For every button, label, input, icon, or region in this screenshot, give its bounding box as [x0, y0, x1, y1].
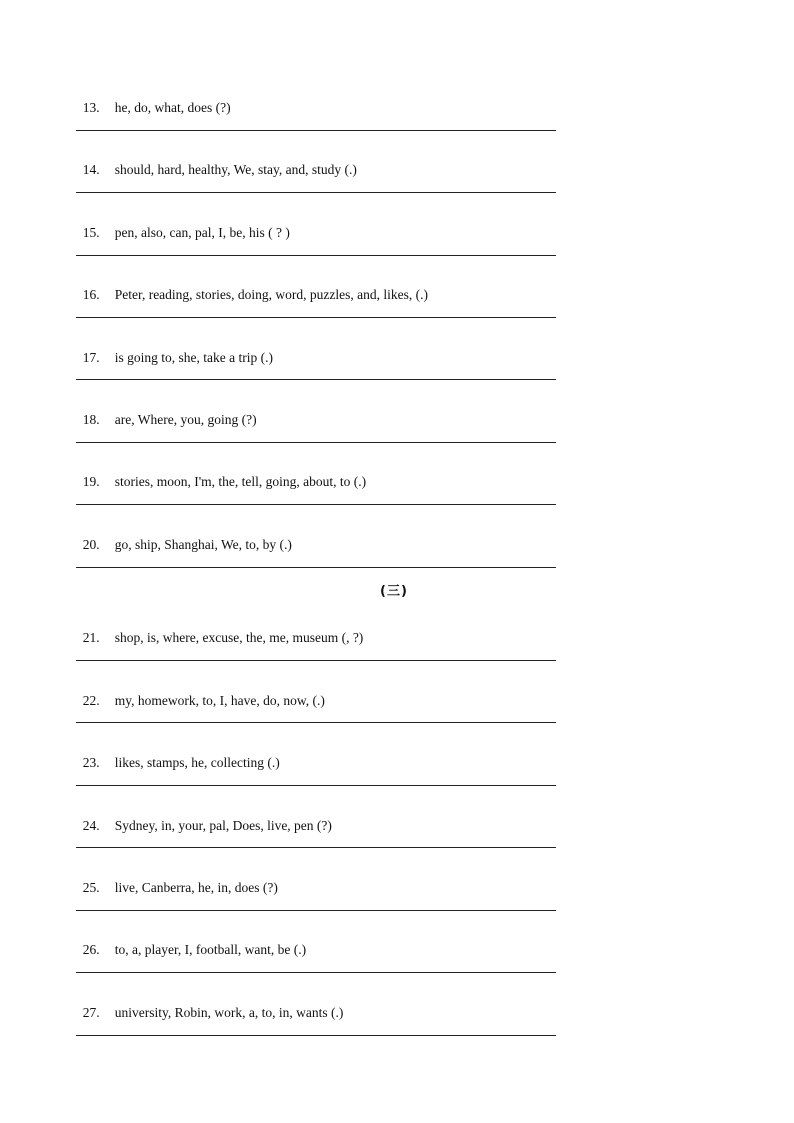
answer-line[interactable] — [76, 660, 556, 661]
question-14 — [76, 146, 357, 178]
section-heading: (三) — [380, 584, 408, 599]
question-26 — [76, 926, 306, 958]
answer-line[interactable] — [76, 785, 556, 786]
answer-line[interactable] — [76, 130, 556, 131]
question-words: he, do, what, does (?) — [114, 100, 231, 115]
question-words: Sydney, in, your, pal, Does, live, pen (?) — [114, 818, 332, 833]
question-number: 15. — [82, 225, 100, 240]
question-16 — [76, 271, 428, 303]
answer-line[interactable] — [76, 442, 556, 443]
question-19 — [76, 458, 366, 490]
question-number: 26. — [82, 942, 100, 957]
answer-line[interactable] — [76, 192, 556, 193]
question-number: 27. — [82, 1005, 100, 1020]
question-words: live, Canberra, he, in, does (?) — [114, 880, 278, 895]
question-words: university, Robin, work, a, to, in, wants (.) — [114, 1005, 344, 1020]
question-number: 14. — [82, 162, 100, 177]
answer-line[interactable] — [76, 504, 556, 505]
question-number: 21. — [82, 630, 100, 645]
question-13 — [76, 84, 231, 116]
question-number: 16. — [82, 287, 100, 302]
question-words: go, ship, Shanghai, We, to, by (.) — [114, 537, 292, 552]
answer-line[interactable] — [76, 972, 556, 973]
answer-line[interactable] — [76, 317, 556, 318]
question-15 — [76, 209, 290, 241]
question-words: Peter, reading, stories, doing, word, puzzles, and, likes, (.) — [114, 287, 429, 302]
question-words: shop, is, where, excuse, the, me, museum (, ?) — [114, 630, 364, 645]
question-22 — [76, 677, 325, 709]
question-27 — [76, 989, 343, 1021]
answer-line[interactable] — [76, 255, 556, 256]
question-number: 18. — [82, 412, 100, 427]
question-number: 19. — [82, 474, 100, 489]
question-words: to, a, player, I, football, want, be (.) — [114, 942, 307, 957]
question-21 — [76, 614, 363, 646]
question-words: my, homework, to, I, have, do, now, (.) — [114, 693, 325, 708]
question-number: 22. — [82, 693, 100, 708]
question-number: 20. — [82, 537, 100, 552]
question-number: 13. — [82, 100, 100, 115]
question-words: likes, stamps, he, collecting (.) — [114, 755, 280, 770]
question-number: 24. — [82, 818, 100, 833]
question-23 — [76, 739, 280, 771]
answer-line[interactable] — [76, 1035, 556, 1036]
question-words: pen, also, can, pal, I, be, his ( ? ) — [114, 225, 290, 240]
question-25 — [76, 864, 278, 896]
answer-line[interactable] — [76, 722, 556, 723]
question-17 — [76, 334, 273, 366]
question-words: should, hard, healthy, We, stay, and, study (.) — [114, 162, 357, 177]
question-24 — [76, 802, 332, 834]
question-number: 23. — [82, 755, 100, 770]
question-20 — [76, 521, 292, 553]
question-words: is going to, she, take a trip (.) — [114, 350, 273, 365]
answer-line[interactable] — [76, 379, 556, 380]
answer-line[interactable] — [76, 847, 556, 848]
question-words: are, Where, you, going (?) — [114, 412, 257, 427]
answer-line[interactable] — [76, 910, 556, 911]
question-words: stories, moon, I'm, the, tell, going, about, to (.) — [114, 474, 367, 489]
question-18 — [76, 396, 257, 428]
question-number: 25. — [82, 880, 100, 895]
question-number: 17. — [82, 350, 100, 365]
answer-line[interactable] — [76, 567, 556, 568]
